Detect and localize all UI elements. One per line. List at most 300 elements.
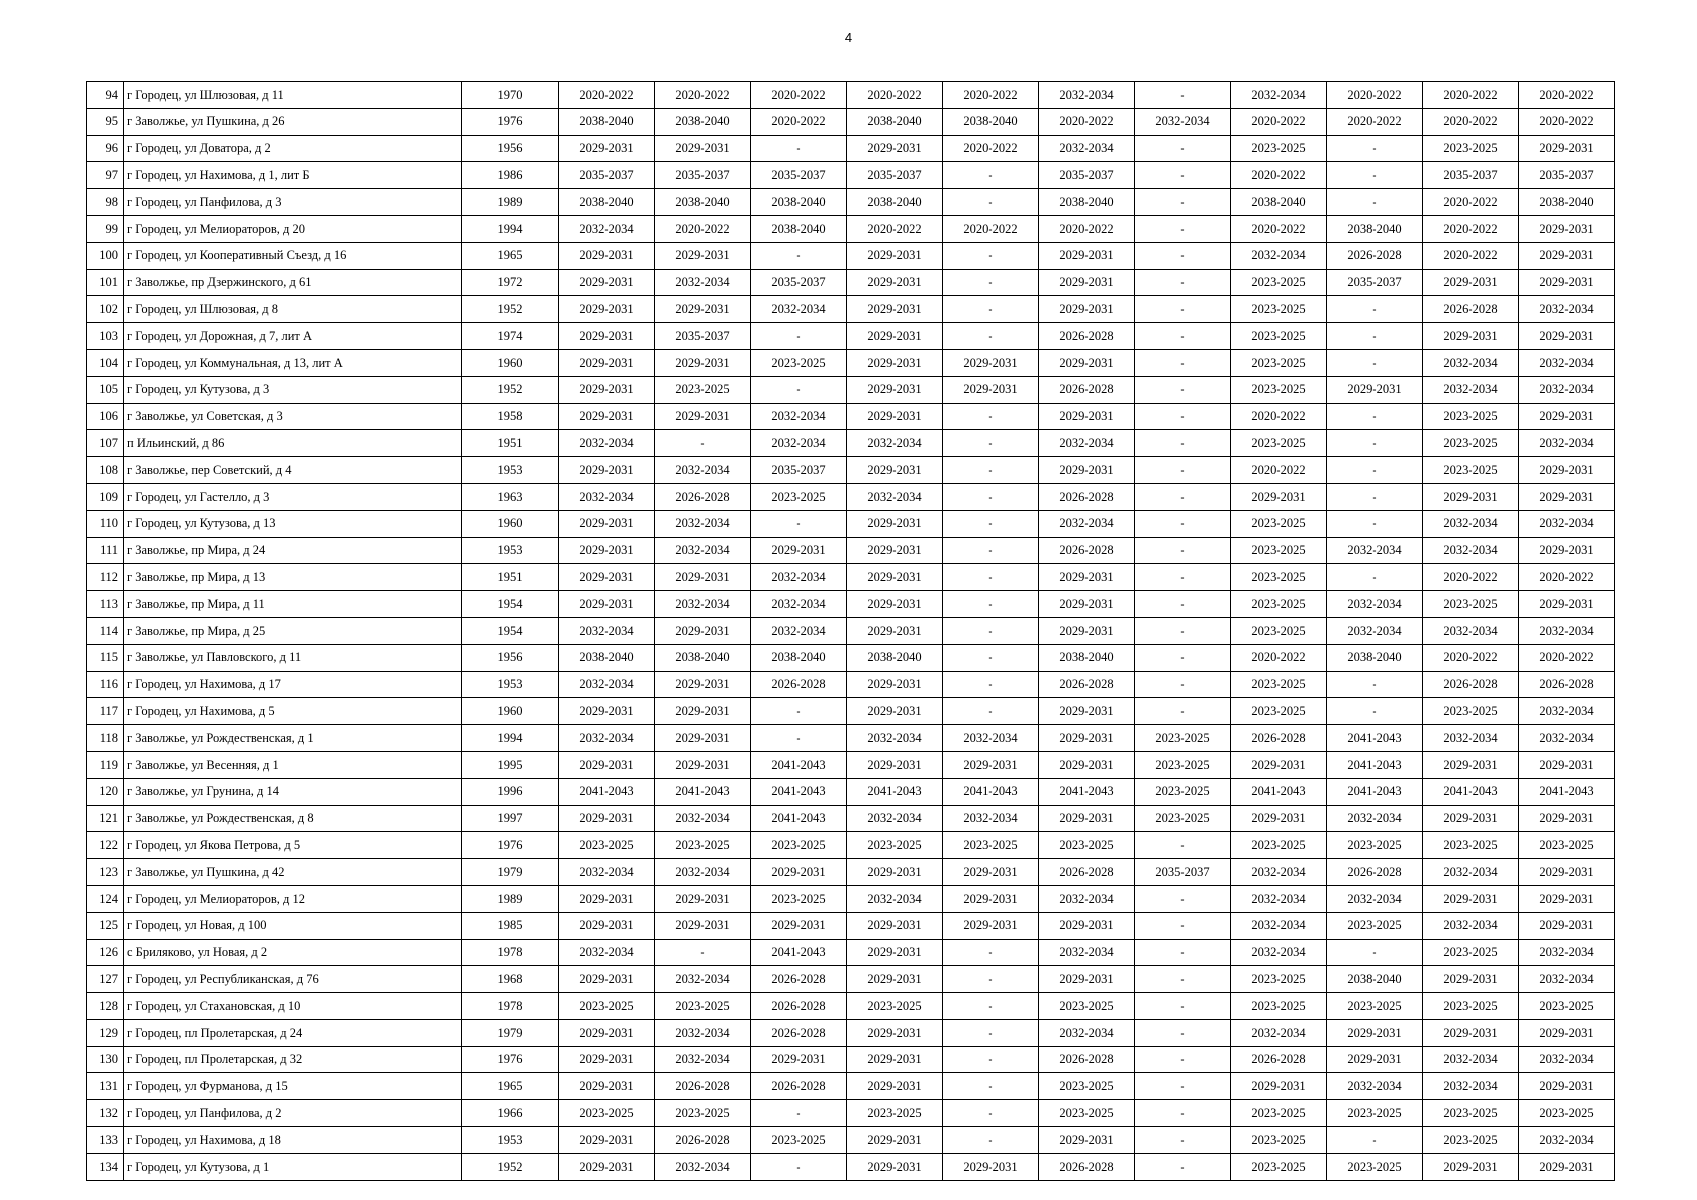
period-cell: 2029-2031 (943, 859, 1039, 886)
period-cell: 2032-2034 (1327, 1073, 1423, 1100)
address-cell: г Городец, ул Нахимова, д 1, лит Б (124, 162, 462, 189)
table-row (87, 885, 1615, 912)
period-cell: 2032-2034 (559, 859, 655, 886)
period-cell: - (1327, 1127, 1423, 1154)
table-row (87, 859, 1615, 886)
row-number-cell: 96 (87, 135, 124, 162)
year-cell: 1956 (462, 644, 559, 671)
period-cell: 2029-2031 (559, 296, 655, 323)
period-cell: 2032-2034 (1519, 1046, 1615, 1073)
period-cell: 2023-2025 (751, 483, 847, 510)
period-cell: 2029-2031 (1327, 1046, 1423, 1073)
period-cell: 2029-2031 (1039, 349, 1135, 376)
period-cell: - (943, 269, 1039, 296)
table-row (87, 349, 1615, 376)
period-cell: 2041-2043 (751, 805, 847, 832)
address-cell: г Городец, ул Панфилова, д 3 (124, 189, 462, 216)
year-cell: 1978 (462, 993, 559, 1020)
period-cell: 2023-2025 (559, 993, 655, 1020)
period-cell: 2032-2034 (1423, 376, 1519, 403)
period-cell: 2041-2043 (1327, 778, 1423, 805)
period-cell: 2041-2043 (1039, 778, 1135, 805)
period-cell: 2023-2025 (1039, 832, 1135, 859)
period-cell: - (1327, 457, 1423, 484)
period-cell: 2023-2025 (1231, 510, 1327, 537)
period-cell: - (1327, 698, 1423, 725)
year-cell: 1960 (462, 698, 559, 725)
period-cell: 2023-2025 (1327, 912, 1423, 939)
row-number-cell: 100 (87, 242, 124, 269)
address-cell: г Городец, ул Республиканская, д 76 (124, 966, 462, 993)
period-cell: - (1135, 1100, 1231, 1127)
period-cell: 2032-2034 (1039, 82, 1135, 109)
period-cell: 2029-2031 (847, 135, 943, 162)
period-cell: 2038-2040 (847, 108, 943, 135)
row-number-cell: 124 (87, 885, 124, 912)
period-cell: - (943, 403, 1039, 430)
period-cell: 2029-2031 (1519, 215, 1615, 242)
period-cell: 2020-2022 (1231, 457, 1327, 484)
period-cell: 2032-2034 (559, 483, 655, 510)
period-cell: - (655, 939, 751, 966)
row-number-cell: 113 (87, 591, 124, 618)
period-cell: 2032-2034 (1039, 885, 1135, 912)
period-cell: - (1327, 510, 1423, 537)
table-row (87, 751, 1615, 778)
year-cell: 1963 (462, 483, 559, 510)
period-cell: 2035-2037 (751, 269, 847, 296)
year-cell: 1976 (462, 1046, 559, 1073)
period-cell: 2032-2034 (1423, 537, 1519, 564)
period-cell: 2029-2031 (1039, 457, 1135, 484)
period-cell: 2035-2037 (655, 323, 751, 350)
period-cell: 2029-2031 (559, 135, 655, 162)
row-number-cell: 105 (87, 376, 124, 403)
period-cell: 2035-2037 (655, 162, 751, 189)
period-cell: 2026-2028 (1039, 537, 1135, 564)
period-cell: 2029-2031 (1519, 885, 1615, 912)
table-row (87, 1127, 1615, 1154)
address-cell: г Заволжье, ул Грунина, д 14 (124, 778, 462, 805)
period-cell: 2032-2034 (847, 725, 943, 752)
period-cell: 2032-2034 (1423, 1073, 1519, 1100)
period-cell: 2026-2028 (1039, 671, 1135, 698)
year-cell: 1995 (462, 751, 559, 778)
period-cell: - (1327, 349, 1423, 376)
period-cell: - (1135, 564, 1231, 591)
row-number-cell: 107 (87, 430, 124, 457)
period-cell: 2038-2040 (1327, 215, 1423, 242)
period-cell: 2029-2031 (1327, 376, 1423, 403)
period-cell: - (943, 698, 1039, 725)
period-cell: 2032-2034 (1519, 376, 1615, 403)
period-cell: - (1135, 189, 1231, 216)
period-cell: 2023-2025 (751, 832, 847, 859)
period-cell: 2029-2031 (847, 1073, 943, 1100)
period-cell: 2029-2031 (559, 323, 655, 350)
period-cell: 2026-2028 (1039, 323, 1135, 350)
period-cell: 2029-2031 (559, 805, 655, 832)
address-cell: г Заволжье, ул Пушкина, д 42 (124, 859, 462, 886)
address-cell: г Городец, ул Нахимова, д 18 (124, 1127, 462, 1154)
period-cell: 2023-2025 (1423, 457, 1519, 484)
period-cell: 2029-2031 (1231, 1073, 1327, 1100)
period-cell: 2020-2022 (1231, 162, 1327, 189)
row-number-cell: 106 (87, 403, 124, 430)
period-cell: 2032-2034 (1423, 1046, 1519, 1073)
period-cell: - (1135, 644, 1231, 671)
period-cell: 2029-2031 (559, 376, 655, 403)
period-cell: 2029-2031 (559, 591, 655, 618)
table-row (87, 242, 1615, 269)
year-cell: 1972 (462, 269, 559, 296)
period-cell: - (1135, 430, 1231, 457)
address-cell: г Заволжье, ул Павловского, д 11 (124, 644, 462, 671)
address-cell: г Городец, ул Коммунальная, д 13, лит А (124, 349, 462, 376)
period-cell: 2035-2037 (1039, 162, 1135, 189)
period-cell: 2023-2025 (847, 1100, 943, 1127)
row-number-cell: 132 (87, 1100, 124, 1127)
period-cell: 2023-2025 (751, 1127, 847, 1154)
period-cell: - (943, 993, 1039, 1020)
period-cell: 2029-2031 (559, 403, 655, 430)
period-cell: 2038-2040 (1327, 644, 1423, 671)
year-cell: 1976 (462, 832, 559, 859)
period-cell: 2032-2034 (1231, 1019, 1327, 1046)
period-cell: - (1135, 242, 1231, 269)
period-cell: 2023-2025 (1039, 993, 1135, 1020)
period-cell: 2020-2022 (1231, 215, 1327, 242)
period-cell: 2029-2031 (559, 242, 655, 269)
table-row (87, 564, 1615, 591)
period-cell: 2032-2034 (751, 403, 847, 430)
period-cell: - (1135, 296, 1231, 323)
table-row (87, 698, 1615, 725)
period-cell: 2032-2034 (1231, 939, 1327, 966)
period-cell: 2038-2040 (655, 189, 751, 216)
period-cell: 2029-2031 (847, 751, 943, 778)
year-cell: 1979 (462, 1019, 559, 1046)
period-cell: - (943, 457, 1039, 484)
address-cell: г Заволжье, ул Советская, д 3 (124, 403, 462, 430)
period-cell: 2029-2031 (1423, 966, 1519, 993)
period-cell: 2026-2028 (1327, 242, 1423, 269)
period-cell: 2032-2034 (943, 725, 1039, 752)
address-cell: г Городец, ул Стахановская, д 10 (124, 993, 462, 1020)
period-cell: - (1135, 349, 1231, 376)
period-cell: 2032-2034 (1327, 537, 1423, 564)
period-cell: - (943, 323, 1039, 350)
address-cell: г Заволжье, пр Мира, д 13 (124, 564, 462, 591)
period-cell: 2032-2034 (1231, 885, 1327, 912)
period-cell: - (943, 1046, 1039, 1073)
period-cell: 2038-2040 (559, 189, 655, 216)
period-cell: 2029-2031 (847, 671, 943, 698)
period-cell: - (1135, 1073, 1231, 1100)
period-cell: - (1135, 135, 1231, 162)
period-cell: 2023-2025 (1231, 269, 1327, 296)
period-cell: 2041-2043 (751, 778, 847, 805)
period-cell: 2020-2022 (847, 215, 943, 242)
period-cell: 2020-2022 (1423, 644, 1519, 671)
period-cell: 2029-2031 (1039, 725, 1135, 752)
period-cell: 2029-2031 (1039, 242, 1135, 269)
row-number-cell: 109 (87, 483, 124, 510)
period-cell: 2023-2025 (1423, 939, 1519, 966)
period-cell: 2029-2031 (655, 885, 751, 912)
period-cell: 2023-2025 (1423, 430, 1519, 457)
period-cell: - (1135, 376, 1231, 403)
address-cell: г Городец, ул Шлюзовая, д 11 (124, 82, 462, 109)
period-cell: - (1135, 698, 1231, 725)
period-cell: 2029-2031 (1423, 885, 1519, 912)
address-cell: г Городец, ул Кутузова, д 1 (124, 1153, 462, 1180)
row-number-cell: 134 (87, 1153, 124, 1180)
period-cell: 2029-2031 (1519, 859, 1615, 886)
period-cell: 2029-2031 (655, 349, 751, 376)
period-cell: 2029-2031 (1519, 1073, 1615, 1100)
period-cell: 2026-2028 (751, 966, 847, 993)
period-cell: 2032-2034 (559, 725, 655, 752)
period-cell: 2026-2028 (1231, 725, 1327, 752)
period-cell: - (1135, 1046, 1231, 1073)
year-cell: 1974 (462, 323, 559, 350)
period-cell: - (1135, 215, 1231, 242)
period-cell: 2029-2031 (847, 698, 943, 725)
table-row (87, 215, 1615, 242)
period-cell: - (1135, 162, 1231, 189)
period-cell: 2029-2031 (847, 376, 943, 403)
period-cell: 2041-2043 (943, 778, 1039, 805)
address-cell: г Городец, ул Дорожная, д 7, лит А (124, 323, 462, 350)
address-cell: г Городец, ул Мелиораторов, д 12 (124, 885, 462, 912)
period-cell: 2032-2034 (1423, 617, 1519, 644)
period-cell: 2026-2028 (1519, 671, 1615, 698)
period-cell: - (751, 1100, 847, 1127)
period-cell: 2029-2031 (847, 349, 943, 376)
address-cell: п Ильинский, д 86 (124, 430, 462, 457)
period-cell: - (943, 1127, 1039, 1154)
period-cell: 2029-2031 (1519, 591, 1615, 618)
period-cell: 2020-2022 (1423, 242, 1519, 269)
period-cell: 2026-2028 (1423, 296, 1519, 323)
period-cell: 2032-2034 (559, 215, 655, 242)
address-cell: г Заволжье, пр Мира, д 25 (124, 617, 462, 644)
period-cell: 2032-2034 (847, 885, 943, 912)
period-cell: 2020-2022 (1423, 82, 1519, 109)
period-cell: 2023-2025 (1231, 376, 1327, 403)
period-cell: - (943, 564, 1039, 591)
period-cell: 2020-2022 (751, 82, 847, 109)
period-cell: 2026-2028 (1039, 859, 1135, 886)
period-cell: 2029-2031 (559, 1073, 655, 1100)
period-cell: 2023-2025 (1519, 832, 1615, 859)
period-cell: 2032-2034 (847, 805, 943, 832)
period-cell: 2020-2022 (1231, 403, 1327, 430)
period-cell: 2029-2031 (559, 457, 655, 484)
period-cell: 2038-2040 (1039, 644, 1135, 671)
period-cell: 2032-2034 (751, 617, 847, 644)
period-cell: 2038-2040 (655, 644, 751, 671)
row-number-cell: 110 (87, 510, 124, 537)
period-cell: 2029-2031 (1519, 751, 1615, 778)
period-cell: - (751, 725, 847, 752)
period-cell: 2032-2034 (751, 430, 847, 457)
period-cell: 2023-2025 (1231, 323, 1327, 350)
row-number-cell: 101 (87, 269, 124, 296)
period-cell: 2029-2031 (559, 912, 655, 939)
row-number-cell: 123 (87, 859, 124, 886)
table-row (87, 376, 1615, 403)
period-cell: - (751, 323, 847, 350)
period-cell: 2038-2040 (847, 644, 943, 671)
year-cell: 1953 (462, 1127, 559, 1154)
period-cell: 2041-2043 (559, 778, 655, 805)
period-cell: 2020-2022 (751, 108, 847, 135)
row-number-cell: 116 (87, 671, 124, 698)
period-cell: 2029-2031 (559, 966, 655, 993)
row-number-cell: 119 (87, 751, 124, 778)
period-cell: - (1327, 430, 1423, 457)
address-cell: г Городец, ул Кутузова, д 3 (124, 376, 462, 403)
period-cell: 2029-2031 (1039, 751, 1135, 778)
table-row (87, 1100, 1615, 1127)
period-cell: - (943, 242, 1039, 269)
year-cell: 1994 (462, 215, 559, 242)
period-cell: - (943, 483, 1039, 510)
year-cell: 1965 (462, 242, 559, 269)
period-cell: 2032-2034 (559, 430, 655, 457)
period-cell: 2035-2037 (751, 457, 847, 484)
year-cell: 1954 (462, 617, 559, 644)
period-cell: 2020-2022 (943, 82, 1039, 109)
table-row (87, 483, 1615, 510)
period-cell: 2035-2037 (1423, 162, 1519, 189)
period-cell: 2029-2031 (847, 564, 943, 591)
row-number-cell: 99 (87, 215, 124, 242)
period-cell: 2020-2022 (655, 215, 751, 242)
period-cell: 2029-2031 (847, 242, 943, 269)
row-number-cell: 127 (87, 966, 124, 993)
period-cell: 2035-2037 (751, 162, 847, 189)
period-cell: - (943, 162, 1039, 189)
period-cell: 2041-2043 (1327, 751, 1423, 778)
address-cell: г Городец, ул Панфилова, д 2 (124, 1100, 462, 1127)
period-cell: 2029-2031 (1423, 269, 1519, 296)
period-cell: - (1327, 483, 1423, 510)
table-row (87, 617, 1615, 644)
period-cell: 2023-2025 (1423, 698, 1519, 725)
period-cell: - (1135, 885, 1231, 912)
table-row (87, 805, 1615, 832)
period-cell: 2032-2034 (1519, 725, 1615, 752)
row-number-cell: 118 (87, 725, 124, 752)
period-cell: 2023-2025 (655, 993, 751, 1020)
year-cell: 1968 (462, 966, 559, 993)
period-cell: - (943, 1100, 1039, 1127)
year-cell: 1952 (462, 376, 559, 403)
period-cell: 2020-2022 (1039, 215, 1135, 242)
period-cell: 2029-2031 (847, 939, 943, 966)
period-cell: - (1327, 189, 1423, 216)
period-cell: 2032-2034 (1519, 939, 1615, 966)
period-cell: 2023-2025 (1231, 1153, 1327, 1180)
table-row (87, 430, 1615, 457)
year-cell: 1954 (462, 591, 559, 618)
row-number-cell: 131 (87, 1073, 124, 1100)
period-cell: 2029-2031 (847, 510, 943, 537)
row-number-cell: 104 (87, 349, 124, 376)
period-cell: 2032-2034 (1423, 349, 1519, 376)
period-cell: 2029-2031 (559, 1046, 655, 1073)
table-row (87, 591, 1615, 618)
period-cell: 2023-2025 (847, 993, 943, 1020)
period-cell: 2032-2034 (655, 1019, 751, 1046)
period-cell: 2032-2034 (943, 805, 1039, 832)
period-cell: 2029-2031 (1039, 698, 1135, 725)
period-cell: 2023-2025 (655, 376, 751, 403)
period-cell: 2023-2025 (1327, 1153, 1423, 1180)
period-cell: 2029-2031 (1519, 537, 1615, 564)
period-cell: - (943, 1073, 1039, 1100)
period-cell: 2038-2040 (751, 189, 847, 216)
address-cell: г Городец, ул Кутузова, д 13 (124, 510, 462, 537)
period-cell: 2029-2031 (943, 349, 1039, 376)
period-cell: 2026-2028 (1039, 483, 1135, 510)
table-row (87, 671, 1615, 698)
table-row (87, 912, 1615, 939)
period-cell: 2029-2031 (1423, 751, 1519, 778)
period-cell: 2038-2040 (559, 108, 655, 135)
period-cell: 2029-2031 (559, 885, 655, 912)
period-cell: 2032-2034 (1519, 296, 1615, 323)
period-cell: - (1135, 269, 1231, 296)
period-cell: 2029-2031 (943, 885, 1039, 912)
period-cell: - (1135, 1153, 1231, 1180)
period-cell: 2032-2034 (1423, 912, 1519, 939)
period-cell: 2029-2031 (1039, 912, 1135, 939)
period-cell: 2029-2031 (1327, 1019, 1423, 1046)
period-cell: 2029-2031 (1423, 483, 1519, 510)
period-cell: 2038-2040 (1231, 189, 1327, 216)
period-cell: 2035-2037 (847, 162, 943, 189)
year-cell: 1966 (462, 1100, 559, 1127)
address-cell: г Заволжье, пер Советский, д 4 (124, 457, 462, 484)
period-cell: 2029-2031 (943, 751, 1039, 778)
period-cell: - (943, 537, 1039, 564)
period-cell: 2023-2025 (1231, 966, 1327, 993)
period-cell: 2023-2025 (1135, 751, 1231, 778)
period-cell: - (751, 1153, 847, 1180)
row-number-cell: 111 (87, 537, 124, 564)
table-row (87, 1019, 1615, 1046)
period-cell: - (943, 510, 1039, 537)
row-number-cell: 133 (87, 1127, 124, 1154)
period-cell: 2038-2040 (1519, 189, 1615, 216)
table-row (87, 403, 1615, 430)
table-row (87, 966, 1615, 993)
period-cell: 2026-2028 (1039, 1046, 1135, 1073)
table-row (87, 108, 1615, 135)
period-cell: - (1135, 1019, 1231, 1046)
row-number-cell: 95 (87, 108, 124, 135)
period-cell: 2023-2025 (1231, 698, 1327, 725)
period-cell: 2032-2034 (1519, 698, 1615, 725)
period-cell: 2038-2040 (751, 644, 847, 671)
period-cell: 2029-2031 (559, 751, 655, 778)
period-cell: 2020-2022 (1327, 108, 1423, 135)
period-cell: 2026-2028 (1423, 671, 1519, 698)
